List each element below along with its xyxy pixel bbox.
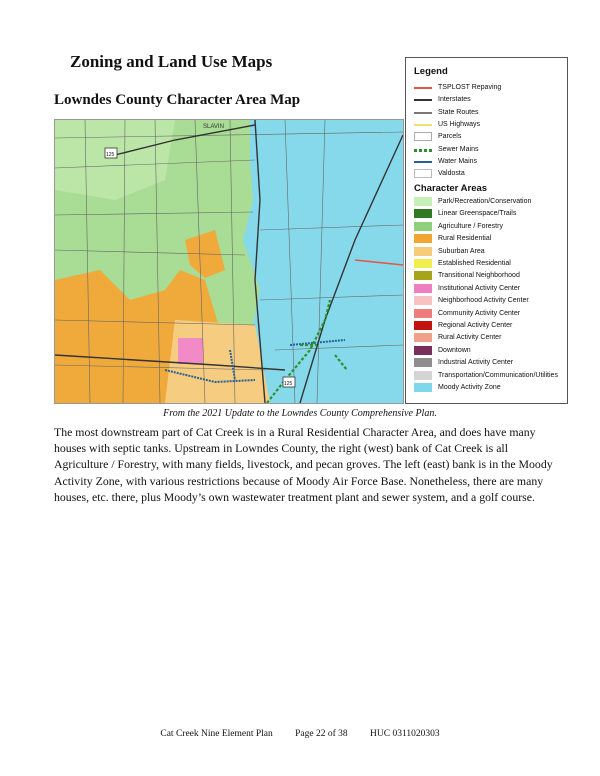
- legend-swatch: [414, 296, 432, 305]
- character-area-map: [54, 119, 404, 404]
- footer-huc: HUC 0311020303: [370, 729, 440, 739]
- moody-activity-zone-area: [243, 120, 403, 403]
- footer-page-number: Page 22 of 38: [295, 729, 348, 739]
- legend-area-item: [414, 345, 471, 356]
- legend-label: Rural Residential: [438, 235, 492, 243]
- legend-area-item: [414, 283, 520, 294]
- legend-area-item: [414, 320, 512, 331]
- route-shield-north: [105, 148, 117, 158]
- map-legend: [405, 57, 568, 404]
- legend-label: Water Mains: [438, 157, 478, 165]
- legend-area-item: [414, 382, 501, 393]
- legend-label: Industrial Activity Center: [438, 359, 514, 367]
- legend-label: Neighborhood Activity Center: [438, 297, 529, 305]
- map-caption: From the 2021 Update to the Lowndes County Comprehensive Plan.: [163, 408, 437, 419]
- legend-area-item: [414, 332, 501, 343]
- legend-swatch: [414, 108, 432, 117]
- legend-swatch: [414, 333, 432, 342]
- route-shield-south: [283, 377, 295, 387]
- legend-swatch: [414, 358, 432, 367]
- legend-swatch: [414, 271, 432, 280]
- legend-swatch: [414, 132, 432, 141]
- page-heading: Zoning and Land Use Maps: [70, 52, 273, 71]
- legend-swatch: [414, 169, 432, 178]
- legend-label: Community Activity Center: [438, 309, 521, 317]
- legend-area-item: [414, 233, 491, 244]
- legend-title: Legend: [414, 66, 448, 77]
- legend-label: Rural Activity Center: [438, 334, 502, 342]
- legend-line-item: [414, 156, 477, 167]
- legend-swatch: [414, 95, 432, 104]
- legend-label: Agriculture / Forestry: [438, 222, 503, 230]
- legend-swatch: [414, 284, 432, 293]
- footer-document-title: Cat Creek Nine Element Plan: [160, 729, 273, 739]
- legend-label: State Routes: [438, 108, 479, 116]
- legend-line-item: [414, 168, 465, 179]
- legend-area-item: [414, 221, 503, 232]
- svg-text:125: 125: [106, 152, 115, 158]
- character-areas-title: Character Areas: [414, 183, 488, 194]
- road-label: SLAVIN: [203, 124, 224, 130]
- institutional-activity-center-area: [178, 338, 203, 364]
- legend-label: Moody Activity Zone: [438, 384, 501, 391]
- legend-line-item: [414, 131, 461, 142]
- legend-swatch: [414, 321, 432, 330]
- legend-label: Park/Recreation/Conservation: [438, 198, 532, 205]
- legend-label: Parcels: [438, 133, 462, 141]
- legend-label: Sewer Mains: [438, 145, 479, 153]
- legend-swatch: [414, 309, 432, 318]
- legend-swatch: [414, 222, 432, 231]
- svg-text:125: 125: [284, 381, 293, 387]
- legend-area-item: [414, 308, 520, 319]
- legend-swatch: [414, 247, 432, 256]
- legend-swatch: [414, 197, 432, 206]
- legend-label: Downtown: [438, 346, 471, 354]
- legend-swatch: [414, 145, 432, 154]
- legend-label: Regional Activity Center: [438, 322, 513, 329]
- legend-swatch: [414, 120, 432, 129]
- legend-area-item: [414, 258, 511, 269]
- legend-label: Interstates: [438, 96, 471, 104]
- legend-swatch: [414, 157, 432, 166]
- legend-area-item: [414, 246, 485, 257]
- body-paragraph: The most downstream part of Cat Creek is in a Rural Residential Character Area, and does have many houses with septic tanks. Upstream in Lowndes County, the right (west) bank of Cat Creek is all Agriculture / Forestry, with many fields, livestock, and pecan groves. The left (east) bank is in the Moody Activity Zone, with various restrictions because of Moody Air Force Base. Nonetheless, there are many houses, etc. there, plus Moody’s own wastewater treatment plant and sewer system, and a golf course.: [54, 425, 553, 504]
- legend-swatch: [414, 383, 432, 392]
- page-footer: [0, 729, 600, 739]
- legend-line-item: [414, 82, 501, 93]
- legend-label: Transitional Neighborhood: [438, 272, 520, 280]
- legend-label: Linear Greenspace/Trails: [438, 210, 517, 218]
- legend-swatch: [414, 209, 432, 218]
- legend-label: Transportation/Communication/Utilities: [438, 371, 558, 379]
- legend-area-item: [414, 295, 529, 306]
- legend-label: Established Residential: [438, 260, 511, 267]
- legend-label: Valdosta: [438, 170, 465, 178]
- legend-swatch: [414, 234, 432, 243]
- legend-line-item: [414, 119, 480, 130]
- map-title: Lowndes County Character Area Map: [54, 92, 301, 108]
- legend-label: Institutional Activity Center: [438, 284, 521, 292]
- legend-swatch: [414, 346, 432, 355]
- legend-label: US Highways: [438, 120, 481, 128]
- legend-label: Suburban Area: [438, 247, 485, 255]
- legend-line-item: [414, 94, 471, 105]
- legend-area-item: [414, 208, 516, 219]
- legend-area-item: [414, 370, 558, 381]
- map-graphic: [55, 120, 403, 403]
- legend-line-item: [414, 107, 478, 118]
- legend-line-item: [414, 144, 478, 155]
- legend-swatch: [414, 371, 432, 380]
- legend-area-item: [414, 357, 513, 368]
- legend-area-item: [414, 270, 520, 281]
- legend-swatch: [414, 83, 432, 92]
- legend-area-item: [414, 196, 531, 207]
- legend-swatch: [414, 259, 432, 268]
- legend-label: TSPLOST Repaving: [438, 84, 502, 91]
